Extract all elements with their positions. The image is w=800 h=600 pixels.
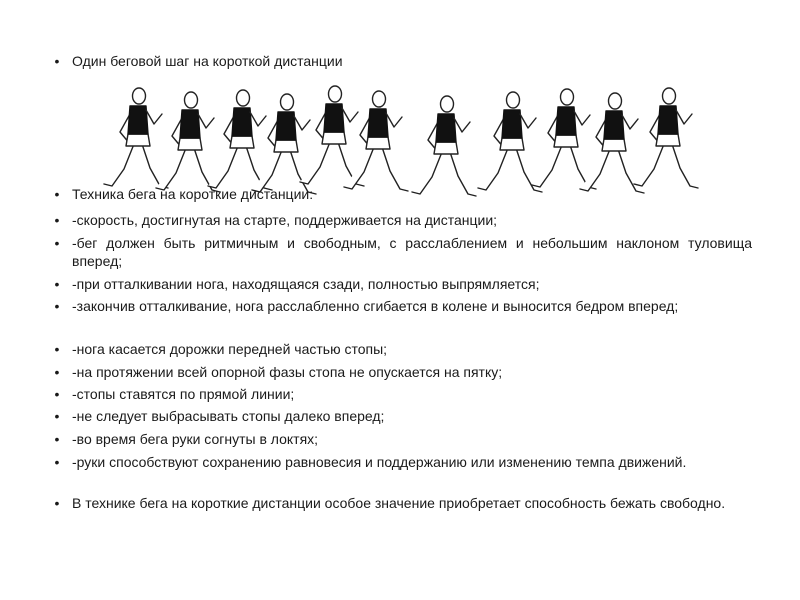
runner-figure-7 [412,96,476,196]
bullet-marker: • [54,276,60,292]
bullet-text: -не следует выбрасывать стопы далеко вперед; [72,408,385,424]
runner-figure-2 [156,92,220,192]
runner-figure-9 [532,89,596,189]
slide-heading: Один беговой шаг на короткой дистанции [72,53,343,69]
bullet-marker: • [54,212,60,228]
bullet-text: -нога касается дорожки передней частью стопы; [72,341,388,357]
runner-figure-11 [634,88,698,188]
runner-figure [104,88,168,188]
runner-figure-1 [104,88,168,188]
heading-bullet [52,53,752,71]
bullet-text: В технике бега на короткие дистанции особое значение приобретает способность бежать свободно. [72,495,726,511]
bullet-text: -на протяжении всей опорной фазы стопа не опускается на пятку; [72,364,503,380]
list-item [52,454,752,472]
list-item [52,364,752,382]
bullet-text: -скорость, достигнутая на старте, поддерживается на дистанции; [72,212,498,228]
bullet-text: -стопы ставятся по прямой линии; [72,386,295,402]
runner-figure-10 [580,93,644,193]
bullet-marker: • [54,431,60,447]
bullet-text: -руки способствуют сохранению равновесия и поддержанию или изменению темпа движений. [72,454,687,470]
bullet-text: -бег должен быть ритмичным и свободным, с расслаблением и небольшим наклоном туловища вперед; [72,235,752,269]
bullet-marker: • [54,235,60,251]
runner-figure [634,88,698,188]
list-item [52,235,752,270]
list-item [52,298,752,316]
bullet-marker: • [54,364,60,380]
list-item [52,495,752,513]
runner-figure-3 [208,90,272,190]
bullet-marker: • [54,495,60,511]
bullet-marker: • [54,454,60,470]
bullet-text: -во время бега руки согнуты в локтях; [72,431,319,447]
list-item [52,276,752,294]
bullet-marker: • [54,408,60,424]
bullet-marker: • [54,341,60,357]
runner-figure [344,91,408,191]
list-item [52,186,752,204]
runner-figure-6 [344,91,408,191]
list-item [52,341,752,359]
list-item [52,408,752,426]
bullet-marker: • [54,53,60,69]
bullet-text: -при отталкивании нога, находящаяся сзади, полностью выпрямляется; [72,276,540,292]
runner-figure-5 [300,86,364,186]
runner-figure [300,86,364,186]
runner-figure [156,92,220,192]
runner-figure [532,89,596,189]
list-item [52,212,752,230]
bullet-marker: • [54,298,60,314]
runner-figure [412,96,476,196]
bullet-text: -закончив отталкивание, нога расслабленно сгибается в колене и выносится бедром вперед; [72,298,679,314]
list-item [52,431,752,449]
runner-figure [580,93,644,193]
bullet-text: Техника бега на короткие дистанции: [72,186,314,202]
runner-figure-8 [478,92,542,192]
bullet-marker: • [54,186,60,202]
bullet-marker: • [54,386,60,402]
runner-figure [478,92,542,192]
runner-figure [208,90,272,190]
list-item [52,386,752,404]
